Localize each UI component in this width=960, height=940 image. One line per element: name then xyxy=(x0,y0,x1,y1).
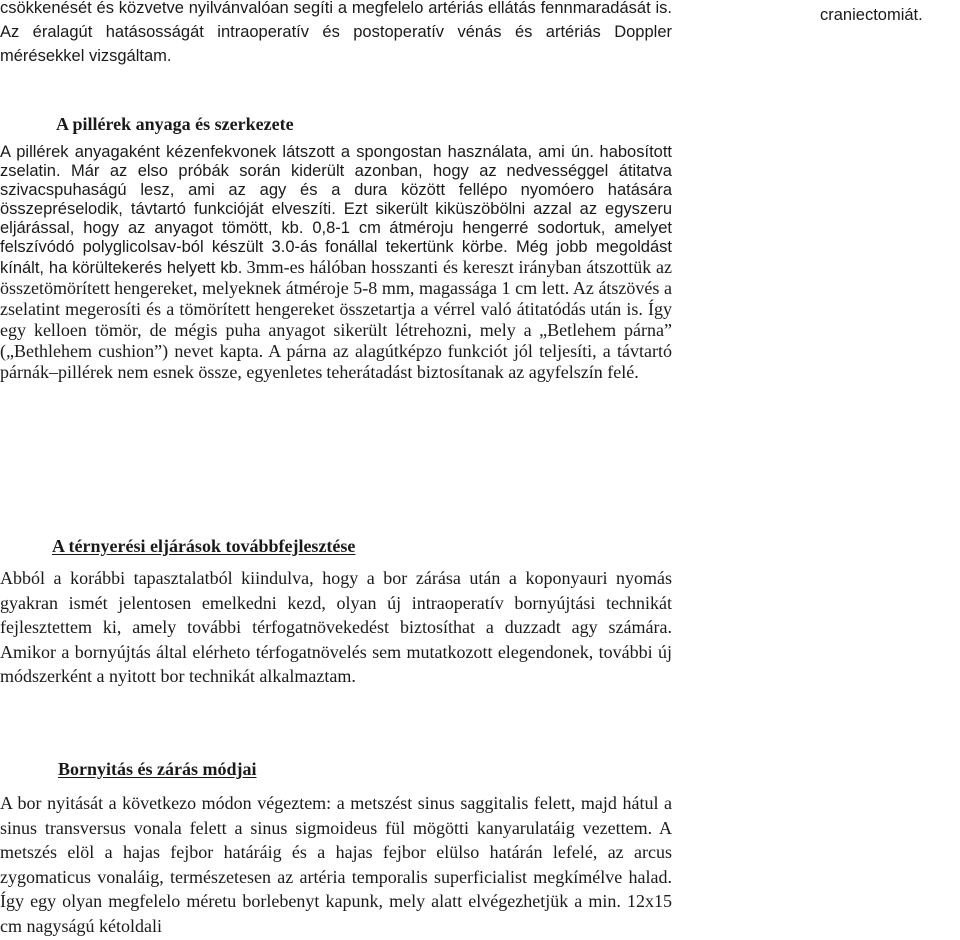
text-line: elülso határán lefelé, az arcus zygomaticus vonaláig, természetesen az artéria xyxy=(0,842,672,887)
right-column-text: craniectomiát. xyxy=(820,6,923,24)
text-line: nyomóero hatására összepréselodik, távtartó funkcióját elveszíti. Ezt sikerült xyxy=(0,181,673,218)
text-line: bornyújtási technikát fejlesztettem ki, amely további térfogatnövekedést xyxy=(0,592,672,638)
text-line: csökkenését és közvetve nyilvánvalóan segíti a megfelelo artériás ellátás xyxy=(0,0,536,17)
text-line: A bor nyitását a következo módon végeztem: a metszést sinus saggitalis felett, xyxy=(0,793,576,813)
text-line: A pillérek anyagaként kézenfekvonek látszott a spongostan használata, ami ún. xyxy=(0,143,594,161)
text-line: temporalis superficialist megkímélve halad. Így egy olyan megfelelo méretu xyxy=(0,866,672,912)
text-line: „Betlehem párna” („Bethlehem cushion”) nevet kapta. A párna az alagútképzo xyxy=(0,320,672,361)
text-line: nyomás gyakran ismét jelentosen emelkedni kezd, olyan új intraoperatív xyxy=(0,568,673,613)
text-line: fonállal tekertünk körbe. Még jobb megoldást kínált, ha körültekerés helyett kb. xyxy=(0,238,672,277)
document-right-column xyxy=(820,6,960,25)
section-heading-ternyeresi: A térnyerési eljárások továbbfejlesztése xyxy=(52,536,356,556)
text-line: biztosíthat a duzzadt agy számára. Amikor a bornyújtás által elérheto xyxy=(0,617,672,662)
paragraph-ternyeresi xyxy=(0,566,672,689)
text-line: fennmaradását is. Az éralagút hatásosságát intraoperatív és postoperatív vénás xyxy=(0,0,672,41)
text-line: kiküszöbölni azzal az egyszeru eljárással, hogy az anyagot tömött, kb. 0,8-1 cm xyxy=(0,200,673,237)
text-line: funkciót jól teljesíti, a távtartó párnák–pillérek nem esnek össze, egyenletes xyxy=(0,341,672,382)
text-line: nedvességgel átitatva szivacspuhaságú lesz, ami az agy és a dura között fellépo xyxy=(0,162,672,199)
text-line: átméroju hengerré sodortuk, amelyet felszívódó polyglicolsav-ból készült 3.0-ás xyxy=(0,219,673,256)
text-line: habosított zselatin. Már az elso próbák során kiderült azonban, hogy az xyxy=(0,143,673,180)
text-line: 3mm-es hálóban hosszanti és kereszt irányban átszottük az összetömörített xyxy=(0,257,672,298)
top-paragraph xyxy=(0,0,672,68)
text-line: zselatint megerosíti és a tömörített hengereket összetartja a vérrel való átitatódás xyxy=(0,299,586,319)
text-line: Abból a korábbi tapasztalatból kiindulva, hogy a bor zárása után a koponyauri xyxy=(0,568,608,588)
section-heading-pillerek: A pillérek anyaga és szerkezete xyxy=(56,114,294,134)
text-line: és artériás Doppler mérésekkel vizsgáltam. xyxy=(0,23,672,65)
paragraph-bornyitas xyxy=(0,791,672,939)
paragraph-pillerek xyxy=(0,143,672,383)
text-line: teherátadást biztosítanak az agyfelszín felé. xyxy=(326,362,639,382)
text-line: után is. Így egy kelloen tömör, de mégis puha anyagot sikerült létrehozni, mely a xyxy=(0,299,672,340)
text-line: kanyarulatáig vezettem. A metszés elöl a hajas fejbor határáig és a hajas fejbor xyxy=(0,817,672,863)
text-line: borlebenyt kapunk, mely alatt elvégezhetjük a min. 12x15 cm nagyságú kétoldali xyxy=(0,891,672,936)
text-line: majd hátul a sinus transversus vonala felett a sinus sigmoideus fül mögötti xyxy=(0,793,672,838)
text-line: hengereket, melyeknek átméroje 5-8 mm, magassága 1 cm lett. Az átszövés a xyxy=(114,278,673,298)
text-line: térfogatnövelés sem mutatkozott elegendonek, további új módszerként a nyitott xyxy=(0,641,673,687)
text-line: bor technikát alkalmaztam. xyxy=(160,666,356,687)
section-heading-bornyitas: Bornyitás és zárás módjai xyxy=(58,759,257,779)
